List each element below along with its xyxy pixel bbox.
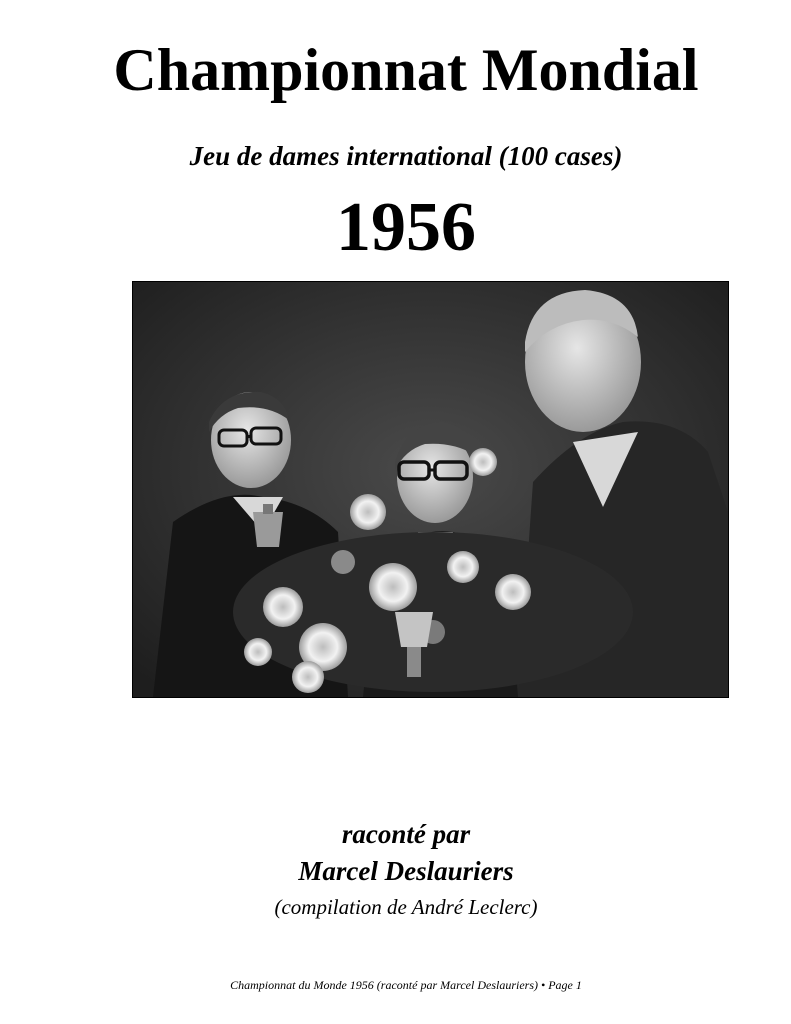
page-footer: Championnat du Monde 1956 (raconté par Marcel Deslauriers) • Page 1 xyxy=(230,978,582,992)
cover-photo-drawing xyxy=(133,282,728,697)
document-subtitle: Jeu de dames international (100 cases) xyxy=(189,141,623,171)
document-title: Championnat Mondial xyxy=(113,37,699,103)
cover-photo xyxy=(132,281,729,698)
document-year: 1956 xyxy=(336,189,476,266)
compilation-credit: (compilation de André Leclerc) xyxy=(274,895,538,919)
author-name: Marcel Deslauriers xyxy=(298,856,514,886)
told-by-label: raconté par xyxy=(341,819,471,849)
